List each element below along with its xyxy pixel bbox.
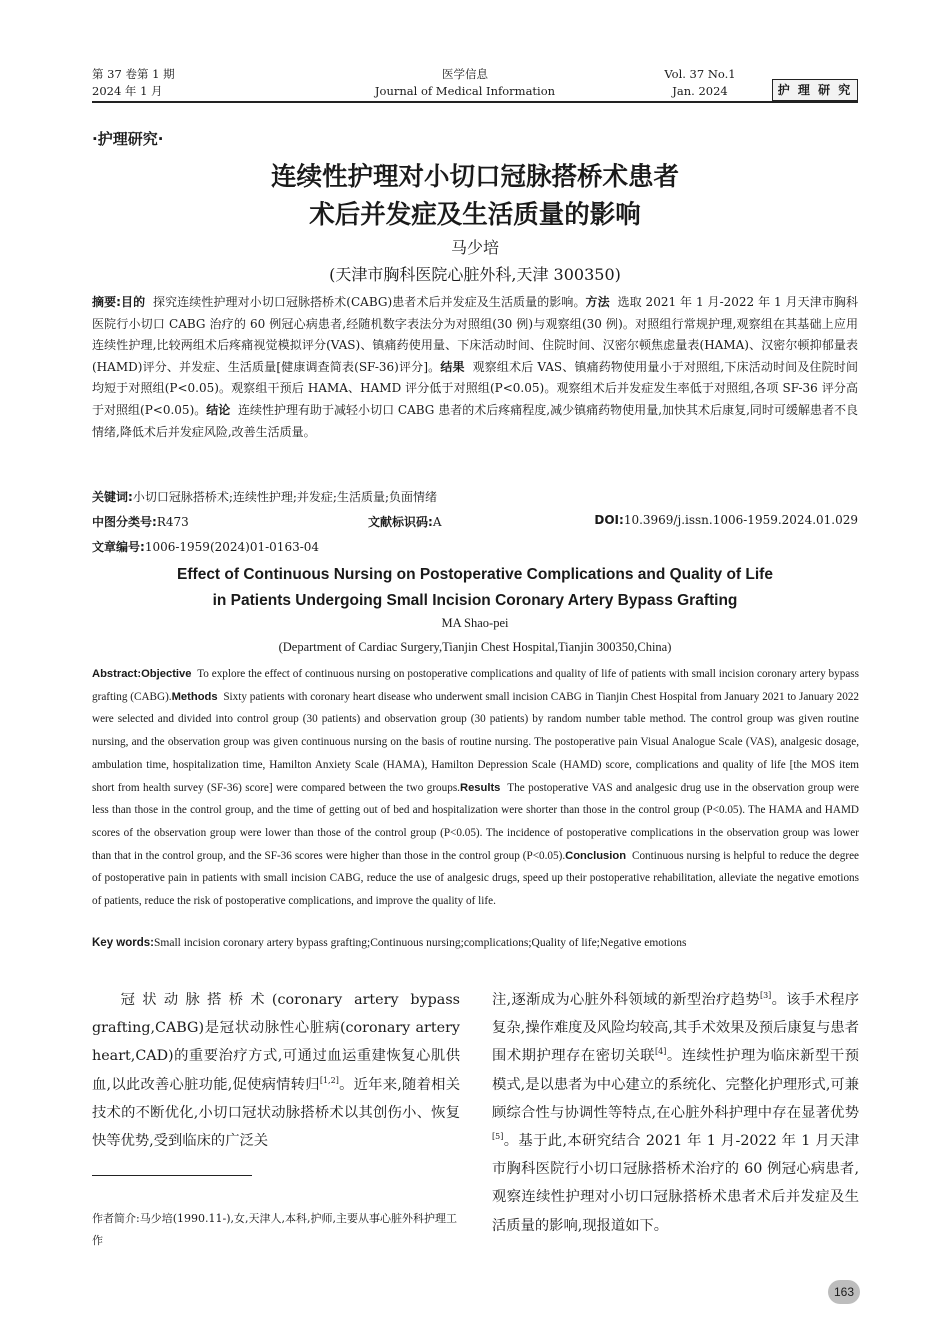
keywords-en-label: Key words: (92, 937, 154, 949)
objective-label: 目的 (120, 295, 146, 309)
article-no-label: 文章编号: (92, 540, 145, 554)
page-number: 163 (828, 1280, 860, 1304)
conclusion-en-label: Conclusion (565, 849, 627, 862)
abstract-en-label: Abstract: (92, 668, 142, 680)
title-en-line-1: Effect of Continuous Nursing on Postoperative Complications and Quality of Life (177, 566, 773, 583)
abstract-en (92, 663, 859, 913)
body-text: 。该手术程序复杂,操作难度及风险均较高,其手术效果及预后康复与患者围术期护理存在密切关联 (492, 992, 860, 1065)
journal-name-en: Journal of Medical Information (374, 84, 556, 98)
header-rule (92, 101, 858, 103)
body-text: 。基于此,本研究结合 2021 年 1 月-2022 年 1 月天津市胸科医院行小切口冠脉搭桥术治疗的 60 例冠心病患者,观察连续性护理对小切口冠脉搭桥术患者术后并发症及生活质量的影响,现报道如下。 (492, 1133, 859, 1234)
conclusion-text: 连续性护理有助于减轻小切口 CABG 患者的术后疼痛程度,减少镇痛药物使用量,加快其术后康复,同时可缓解患者不良情绪,降低术后并发症风险,改善生活质量。 (92, 402, 858, 439)
author-en: MA Shao-pei (441, 616, 509, 630)
abstract-cn (92, 292, 858, 443)
journal-issue-en (640, 66, 760, 100)
keywords-label: 关键词: (92, 490, 133, 504)
conclusion-en-text: Continuous nursing is helpful to reduce the degree of postoperative pain in patients with small incision CABG, reduce the use of analgesic drugs, speed up their postoperative rehabilitation, alleviate the negative emotions of patients, reduce the risk of postoperative complications, and improve the quality of life. (92, 849, 860, 908)
journal-name (300, 66, 630, 100)
methods-label: 方法 (585, 295, 610, 309)
paper-title-en (92, 562, 858, 614)
issue-date-en: Jan. 2024 (672, 84, 728, 98)
clc-value: R473 (156, 515, 189, 529)
results-label: 结果 (440, 359, 465, 374)
objective-en-text: To explore the effect of continuous nursing on postoperative complications and quality of life of patients with small incision coronary artery bypass grafting (CABG). (92, 668, 860, 703)
keywords-text: 小切口冠脉搭桥术;连续性护理;并发症;生活质量;负面情绪 (132, 490, 437, 504)
journal-name-cn: 医学信息 (442, 67, 488, 81)
results-en-label: Results (459, 781, 501, 794)
keywords-cn (92, 488, 858, 506)
objective-text: 探究连续性护理对小切口冠脉搭桥术(CABG)患者术后并发症及生活质量的影响。 (153, 295, 586, 309)
body-text: 冠状动脉搭桥术(coronary artery bypass grafting,CABG)是冠状动脉性心脏病(coronary artery heart,CAD)的重要治疗方式,可通过血运重建恢复心肌供血,以此改善心脏功能,促使病情转归 (92, 992, 460, 1093)
citation: [3] (759, 991, 772, 1001)
author-cn: 马少培 (450, 238, 499, 257)
volume-issue: 第 37 卷第 1 期 (92, 67, 175, 81)
volume-issue-en: Vol. 37 No.1 (664, 67, 736, 81)
article-no-value: 1006-1959(2024)01-0163-04 (144, 540, 320, 554)
body-column-right (492, 986, 859, 1240)
title-cn-line-1: 连续性护理对小切口冠脉搭桥术患者 (270, 162, 679, 192)
section-badge: 护 理 研 究 (772, 79, 858, 101)
results-en-text: The postoperative VAS and analgesic drug use in the observation group were less than those in the control group, and the time of getting out of bed and hospitalization were shorter than those in the control group (P<0.05). The HAMA and HAMD scores of the observation group were lower than those of the control group (P<0.05). The incidence of postoperative complications in the observation group was lower than that in the control group, and the SF-36 scores were higher than those in the control group (P<0.05). (92, 781, 860, 862)
author-bio-footnote: 作者简介:马少培(1990.11-),女,天津人,本科,护师,主要从事心脏外科护理工作 (92, 1212, 457, 1247)
clc-number (92, 513, 189, 530)
doc-code-label: 文献标识码: (368, 515, 433, 529)
doi-label: DOI: (594, 513, 624, 527)
issue-date-cn: 2024 年 1 月 (92, 84, 163, 98)
citation: [1,2] (319, 1075, 339, 1085)
body-text: 。近年来,随着相关技术的不断优化,小切口冠状动脉搭桥术以其创伤小、恢复快等优势,受到临床的广泛关 (92, 1076, 461, 1150)
keywords-en-text: Small incision coronary artery bypass grafting;Continuous nursing;complications;Quality of life;Negative emotions (154, 937, 687, 949)
methods-en-text: Sixty patients with coronary heart disease who underwent small incision CABG in Tianjin Chest Hospital from January 2021 to January 2022 were selected and divided into control group (30 patients) and observation group (30 patients) by random number table method. The control group was given routine nursing, and the observation group was given continuous nursing on the basis of routine nursing. The postoperative pain Visual Analogue Scale (VAS), analgesic dosage, ambulation time, hospitalization time, Hamilton Anxiety Scale (HAMA), Hamilton Depression Scale (HAMD) score, complications and quality of life [the MOS item short from health survey (SF-36) score] were compared between the two groups. (92, 690, 860, 794)
column-tag: ·护理研究· (92, 130, 164, 148)
clc-label: 中图分类号: (92, 515, 157, 529)
results-text: 观察组术后 VAS、镇痛药物使用量小于对照组,下床活动时间及住院时间均短于对照组(P<0.05)。观察组干预后 HAMA、HAMD 评分低于对照组(P<0.05)。观察组术后并发症发生率低于对照组,各项 SF-36 评分高于对照组(P<0.05)。 (92, 359, 858, 417)
paper-title-cn (92, 158, 858, 234)
classification-row (92, 513, 858, 531)
citation: [4] (655, 1047, 667, 1057)
affiliation-cn: (天津市胸科医院心脏外科,天津 300350) (329, 265, 621, 284)
doi-value: 10.3969/j.issn.1006-1959.2024.01.029 (623, 513, 858, 527)
objective-en-label: Objective (141, 668, 192, 680)
doi (594, 513, 858, 527)
conclusion-label: 结论 (206, 402, 231, 417)
affiliation-en: (Department of Cardiac Surgery,Tianjin Chest Hospital,Tianjin 300350,China) (278, 640, 672, 654)
journal-issue-cn (92, 66, 175, 100)
body-text: 注,逐渐成为心脏外科领域的新型治疗趋势 (492, 992, 760, 1008)
article-number (92, 538, 319, 555)
title-en-line-2: in Patients Undergoing Small Incision Coronary Artery Bypass Grafting (212, 592, 738, 609)
citation: [5] (492, 1132, 504, 1142)
body-column-left (92, 986, 460, 1155)
abstract-label: 摘要: (92, 295, 121, 309)
doc-code-value: A (432, 515, 442, 529)
title-cn-line-2: 术后并发症及生活质量的影响 (309, 200, 641, 230)
document-code (368, 513, 441, 530)
methods-text: 选取 2021 年 1 月-2022 年 1 月天津市胸科医院行小切口 CABG 治疗的 60 例冠心病患者,经随机数字表法分为对照组(30 例)与观察组(30 例)。对照组行常规护理,观察组在其基础上应用连续性护理,比较两组术后疼痛视觉模拟评分(VAS)、镇痛药使用量、下床活动时间、住院时间、汉密尔顿焦虑量表(HAMA)、汉密尔顿抑郁量表(HAMD)评分、并发症、生活质量[健康调查简表(SF-36)评分]。 (92, 295, 858, 374)
footnote-rule (92, 1175, 252, 1176)
keywords-en (92, 937, 858, 949)
methods-en-label: Methods (171, 690, 218, 703)
body-text: 。连续性护理为临床新型干预模式,是以患者为中心建立的系统化、完整化护理形式,可兼顾综合性与协调性等特点,在心脏外科护理中存在显著优势 (492, 1048, 860, 1121)
